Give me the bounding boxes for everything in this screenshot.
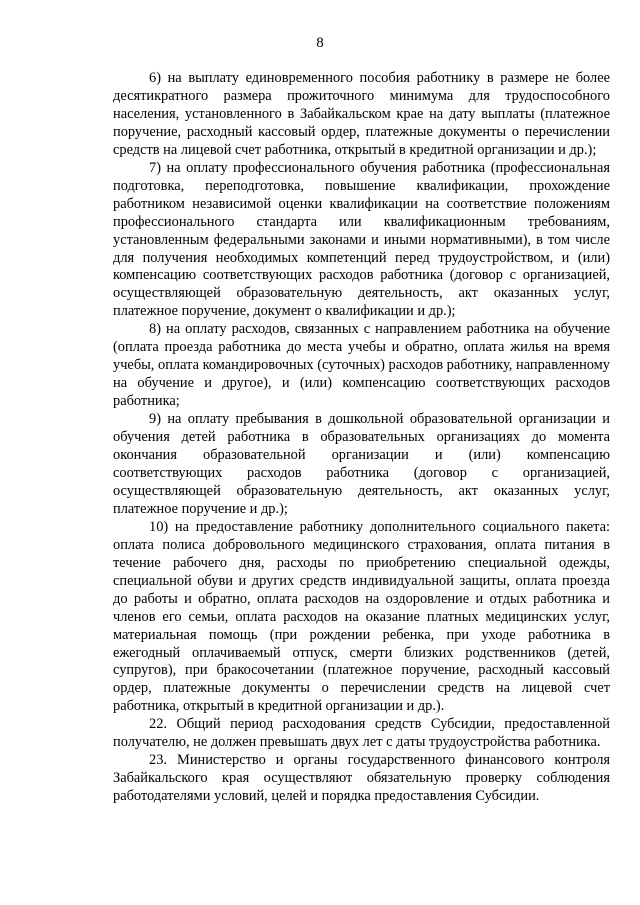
page-number: 8 [316, 35, 324, 51]
paragraph-item-10: 10) на предоставление работнику дополнительного социального пакета: оплата полиса добровольного медицинского страхования, оплата питания в течение рабочего дня, расходы по приобретению специальной одежды, специальной обуви и других средств индивидуальной защиты, оплата проезда до работы и обратно, оплата расходов на оздоровление и отдых работника и членов его семьи, оплата расходов на оказание платных медицинских услуг, материальная помощь (при рождении ребенка, при уходе работника в ежегодный оплачиваемый отпуск, смерти близких родственников (детей, супругов), при бракосочетании (платежное поручение, расходный кассовый ордер, платежные документы о перечислении средств на лицевой счет работника, открытый в кредитной организации и др.). [113, 518, 610, 715]
paragraph-clause-22: 22. Общий период расходования средств Субсидии, предоставленной получателю, не должен превышать двух лет с даты трудоустройства работника. [113, 716, 610, 751]
paragraph-item-8: 8) на оплату расходов, связанных с направлением работника на обучение (оплата проезда работника до места учебы и обратно, оплата жилья на время учебы, оплата командировочных (суточных) расходов работнику, направленному на обучение и другое), и (или) компенсацию соответствующих расходов работника; [113, 321, 610, 410]
paragraph-item-7: 7) на оплату профессионального обучения работника (профессиональная подготовка, переподготовка, повышение квалификации, прохождение работником независимой оценки квалификации на соответствие положениям профессионального стандарта или квалификационным требованиям, установленным федеральными законами и иными нормативными), в том числе для получения необходимых компетенций перед трудоустройством, и (или) компенсацию соответствующих расходов работника (договор с организацией, осуществляющей образовательную деятельность, акт оказанных услуг, платежное поручение, документ о квалификации и др.); [113, 159, 610, 320]
paragraph-item-6: 6) на выплату единовременного пособия работнику в размере не более десятикратного размера прожиточного минимума для трудоспособного населения, установленного в Забайкальском крае на дату выплаты (платежное поручение, расходный кассовый ордер, платежные документы о перечислении средств на лицевой счет работника, открытый в кредитной организации и др.); [113, 70, 610, 158]
paragraph-item-9: 9) на оплату пребывания в дошкольной образовательной организации и обучения детей работника в образовательных организациях до момента окончания образовательной организации и (или) компенсацию соответствующих расходов работника (договор с организацией, осуществляющей образовательную деятельность, акт оказанных услуг, платежное поручение и др.); [113, 411, 610, 517]
document-body [113, 70, 610, 806]
paragraph-clause-23: 23. Министерство и органы государственного финансового контроля Забайкальского края осуществляют обязательную проверку соблюдения работодателями условий, целей и порядка предоставления Субсидии. [113, 752, 610, 805]
